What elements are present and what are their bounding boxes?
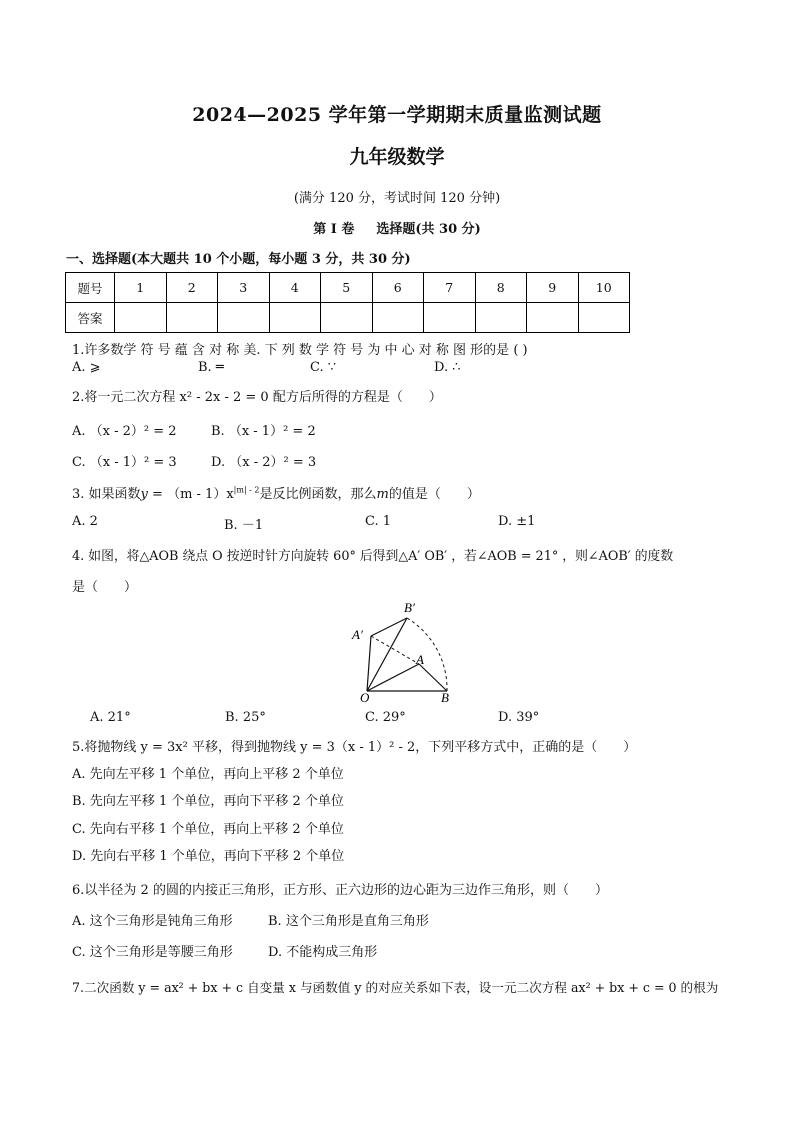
- answer-cell[interactable]: [166, 303, 218, 333]
- q6-stem: 6.以半径为 2 的圆的内接正三角形，正方形、正六边形的边心距为三边作三角形，则（ ）: [72, 883, 608, 898]
- q3-option-b: B. －1: [224, 518, 264, 533]
- q3-option-c: C. 1: [365, 514, 392, 529]
- q3-stem-pre: 3. 如果函数: [72, 487, 141, 502]
- q4-option-a: A. 21°: [90, 710, 131, 725]
- row-label-number: 题号: [66, 273, 115, 303]
- q2-option-b: B. （x - 1）² = 2: [211, 424, 316, 439]
- q2-option-c: C. （x - 1）² = 3: [72, 455, 177, 470]
- q6-option-c: C. 这个三角形是等腰三角形: [72, 945, 233, 960]
- q1-option-b: B. ═: [198, 360, 224, 375]
- q1-option-a: A. ⩾: [72, 360, 101, 375]
- q5-stem: 5.将抛物线 y = 3x² 平移，得到抛物线 y = 3（x - 1）² - 2，下列平移方式中，正确的是（ ）: [72, 740, 637, 755]
- q3-function-y: y: [140, 487, 148, 502]
- answer-table-row-numbers: [66, 273, 630, 303]
- q6-option-d: D. 不能构成三角形: [268, 945, 378, 960]
- label-a: A: [416, 652, 424, 667]
- section-name: 选择题(共 30 分): [376, 222, 481, 237]
- label-b: B: [441, 690, 449, 705]
- question-number: 1: [115, 273, 167, 303]
- rotation-figure: [340, 596, 470, 708]
- question-number: 3: [218, 273, 270, 303]
- figure-dashed-arc: [407, 618, 447, 691]
- label-a-prime: A′: [352, 627, 363, 642]
- answer-cell[interactable]: [372, 303, 424, 333]
- question-number: 6: [372, 273, 424, 303]
- part1-heading: 一、选择题(本大题共 10 个小题，每小题 3 分，共 30 分): [66, 252, 411, 267]
- answer-cell[interactable]: [115, 303, 167, 333]
- exam-note: (满分 120 分，考试时间 120 分钟): [293, 191, 501, 206]
- answer-cell[interactable]: [269, 303, 321, 333]
- q3-stem: [72, 483, 480, 502]
- q2-stem: 2.将一元二次方程 x² - 2x - 2 = 0 配方后所得的方程是（ ）: [72, 390, 442, 405]
- q3-variable-m: m: [376, 487, 389, 502]
- q3-option-a: A. 2: [72, 514, 98, 529]
- q6-option-a: A. 这个三角形是钝角三角形: [72, 914, 233, 929]
- question-number: 5: [321, 273, 373, 303]
- q3-stem-post: 是反比例函数，那么: [259, 487, 377, 502]
- q3-function-mid: = （m - 1）x: [147, 487, 234, 502]
- label-b-prime: B′: [404, 600, 415, 615]
- figure-segment-oaprime: [367, 636, 371, 691]
- answer-cell[interactable]: [321, 303, 373, 333]
- question-number: 10: [578, 273, 630, 303]
- answer-cell[interactable]: [218, 303, 270, 333]
- question-number: 7: [424, 273, 476, 303]
- question-number: 4: [269, 273, 321, 303]
- q3-option-d: D. ±1: [498, 514, 536, 529]
- q1-option-c: C. ∵: [310, 360, 337, 375]
- answer-cell[interactable]: [424, 303, 476, 333]
- answer-table: [65, 272, 630, 333]
- answer-table-row-answers: [66, 303, 630, 333]
- exam-subject: 九年级数学: [349, 146, 445, 168]
- q6-option-b: B. 这个三角形是直角三角形: [268, 914, 429, 929]
- answer-cell[interactable]: [578, 303, 630, 333]
- answer-cell[interactable]: [527, 303, 579, 333]
- q4-option-b: B. 25°: [225, 710, 266, 725]
- section-part: 第 I 卷: [313, 222, 355, 237]
- q4-option-c: C. 29°: [365, 710, 406, 725]
- q2-option-a: A. （x - 2）² = 2: [72, 424, 177, 439]
- label-o: O: [360, 690, 370, 705]
- question-number: 9: [527, 273, 579, 303]
- section-title: [0, 218, 794, 237]
- q3-exponent: |m| - 2: [233, 485, 260, 495]
- q4-stem-line2: 是（ ）: [72, 580, 138, 595]
- figure-segment-ab: [419, 664, 447, 691]
- question-number: 2: [166, 273, 218, 303]
- q5-option-d: D. 先向右平移 1 个单位，再向下平移 2 个单位: [72, 849, 345, 864]
- q3-stem-end: 的值是（ ）: [388, 487, 480, 502]
- answer-cell[interactable]: [475, 303, 527, 333]
- q2-option-d: D. （x - 2）² = 3: [211, 455, 317, 470]
- q4-stem-line1: 4. 如图，将△AOB 绕点 O 按逆时针方向旋转 60° 后得到△A′ OB′ ，若∠AOB = 21° ，则∠AOB′ 的度数: [72, 549, 674, 564]
- q5-option-a: A. 先向左平移 1 个单位，再向上平移 2 个单位: [72, 767, 344, 782]
- q4-option-d: D. 39°: [498, 710, 540, 725]
- q5-option-b: B. 先向左平移 1 个单位，再向下平移 2 个单位: [72, 794, 344, 809]
- q5-option-c: C. 先向右平移 1 个单位，再向上平移 2 个单位: [72, 822, 344, 837]
- q7-stem: 7.二次函数 y = ax² + bx + c 自变量 x 与函数值 y 的对应关系如下表，设一元二次方程 ax² + bx + c = 0 的根为: [72, 980, 719, 995]
- exam-title: 2024—2025 学年第一学期期末质量监测试题: [192, 104, 602, 126]
- question-number: 8: [475, 273, 527, 303]
- row-label-answer: 答案: [66, 303, 115, 333]
- q1-option-d: D. ∴: [434, 360, 461, 375]
- q1-stem: 1.许多数学 符 号 蕴 含 对 称 美. 下 列 数 学 符 号 为 中 心 对 称 图 形的是 ( ): [72, 343, 528, 358]
